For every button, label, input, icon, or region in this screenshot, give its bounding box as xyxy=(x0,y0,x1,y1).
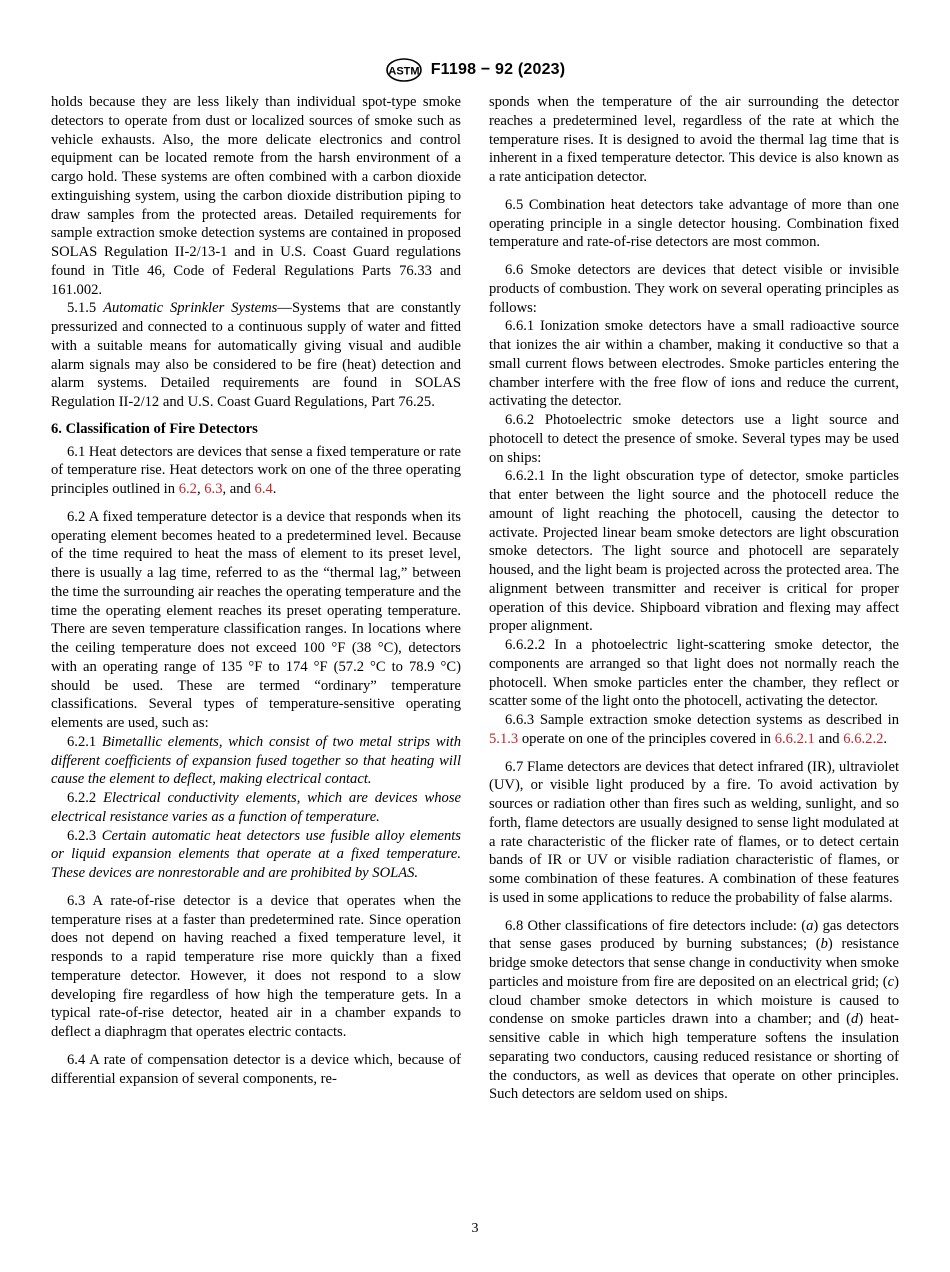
section-title: Automatic Sprinkler Systems xyxy=(103,300,278,317)
paragraph-continuation: holds because they are less likely than individual spot-type smoke detectors to operate from dust or localized sources of smoke such as vehicle exhausts. Also, the more delicate electronics and control equipment can be located remote from the harsh environment of a cargo hold. These systems are often combined with a carbon dioxide extinguishing system, using the carbon dioxide distribution piping to draw samples from the protected areas. Detailed requirements for sample extraction smoke detection systems are contained in proposed SOLAS Regulation II-2/13-1 and in U.S. Coast Guard regulations found in Title 46, Code of Federal Regulations Parts 76.33 and 161.002. xyxy=(51,94,461,298)
list-letter: d xyxy=(851,1011,859,1028)
section-6-6-2-1: 6.6.2.1 In the light obscuration type of detector, smoke particles that enter between the light source and the photocell reduce the amount of light reaching the photocell, causing the detector to activate. Projected linear beam smoke detectors are light obscuration smoke detectors. The light source and photocell are separately housed, and the light beam is projected across the protected area. The alignment between transmitter and receiver is critical for proper operation of this device. Shipboard vibration and flexing may affect proper alignment. xyxy=(489,468,899,635)
section-5-1-5 xyxy=(51,299,461,412)
section-6-6-1: 6.6.1 Ionization smoke detectors have a small radioactive source that ionizes the air within a chamber, making it conductive so that a small current flows between electrodes. Smoke particles entering the chamber interfere with the free flow of ions and reduce the current, activating the detector. xyxy=(489,318,899,410)
section-text: 6.8 Other classifications of fire detectors include: ( xyxy=(505,917,807,934)
section-6-6-2-2: 6.6.2.2 In a photoelectric light-scattering smoke detector, the components are arranged so that light does not normally reach the photocell. When smoke particles enter the chamber, they reflect or scatter some of the light onto the photocell, activating the detector. xyxy=(489,637,899,710)
list-letter: a xyxy=(806,917,814,934)
separator: , xyxy=(196,481,201,497)
svg-text:ASTM: ASTM xyxy=(388,65,420,78)
list-letter: c xyxy=(887,973,895,990)
section-number: 5.1.5 xyxy=(67,300,97,317)
ref-link-6-2[interactable]: 6.2 xyxy=(178,481,197,497)
section-6-2: 6.2 A fixed temperature detector is a device that responds when its operating element becomes heated to a predetermined level. Because of the time required to heat the mass of element to its preset level, there is usually a lag time, referred to as the “thermal lag,” between the time the surrounding air reaches the operating temperature and the time the operating element reaches its preset operating temperature. There are seven temperature classification ranges. In locations where the ceiling temperature does not exceed 100 °F (38 °C), detectors with an operating range of 135 °F to 174 °F (57.2 °C to 78.9 °C) should be used. These are termed “ordinary” temperature classifications. Several types of temperature-sensitive operating elements are used, such as: xyxy=(51,508,461,731)
separator: , and xyxy=(222,481,251,497)
document-designation: F1198 − 92 (2023) xyxy=(430,61,566,78)
section-6-4: 6.4 A rate of compensation detector is a device which, because of differential expansion of several components, re- xyxy=(51,1051,461,1087)
section-6-5: 6.5 Combination heat detectors take advantage of more than one operating principle in a single detector housing. Combination fixed temperature and rate-of-rise detectors are most common. xyxy=(489,196,899,251)
section-6-2-2 xyxy=(51,789,461,827)
section-text: ) heat-sensitive cable in which high temperature softens the insulation separating two conductors, causing reduced resistance or shorting of the conductors, as well as devices that operate on other principles. Such detectors are seldom used on ships. xyxy=(489,1011,899,1103)
section-6-heading: 6. Classification of Fire Detectors xyxy=(51,420,258,437)
section-text: —Systems that are constantly pressurized and connected to a continuous supply of water and fitted with a suitable means for automatically giving visual and audible alarm signals may also be considered to be fire (heat) detection and alarm systems. Detailed requirements are found in SOLAS Regulation II-2/12 and U.S. Coast Guard Regulations, Part 76.25. xyxy=(51,300,461,410)
ref-link-6-4[interactable]: 6.4 xyxy=(254,481,273,497)
section-text: ) gas detectors that sense gases produced by burning substances; ( xyxy=(489,917,899,953)
paragraph-continuation: sponds when the temperature of the air surrounding the detector reaches a predetermined level, regardless of the rate at which the temperature rises. It is designed to avoid the thermal lag time that is inherent in a fixed temperature detector. This device is also known as a rate anticipation detector. xyxy=(489,94,899,185)
section-6-2-1 xyxy=(51,733,461,789)
section-text: Certain automatic heat detectors use fusible alloy elements or liquid expansion elements that operate at a fixed temperature. These devices are nonrestorable and are prohibited by SOLAS. xyxy=(51,827,461,881)
page-header xyxy=(0,58,950,82)
section-text: ) resistance bridge smoke detectors that sense change in conductivity when smoke particles and moisture from fire are deposited on an electrical grid; ( xyxy=(489,936,899,990)
section-6-2-3 xyxy=(51,827,461,883)
section-number: 6.2.1 xyxy=(67,733,97,750)
section-6-6-2: 6.6.2 Photoelectric smoke detectors use a light source and photocell to detect the presence of smoke. Several types may be used on ships: xyxy=(489,412,899,466)
list-letter: b xyxy=(820,936,828,953)
section-6-6: 6.6 Smoke detectors are devices that detect visible or invisible products of combustion. They work on several operating principles as follows: xyxy=(489,262,899,316)
ref-link-6-6-2-1[interactable]: 6.6.2.1 xyxy=(774,730,815,747)
section-text: 6.1 Heat detectors are devices that sense a fixed temperature or rate of temperature rise. Heat detectors work on one of the three operating principles outlined in xyxy=(51,443,461,497)
page-number: 3 xyxy=(471,1221,479,1236)
section-text: 6.6.3 Sample extraction smoke detection systems as described in xyxy=(505,712,899,728)
ref-link-5-1-3[interactable]: 5.1.3 xyxy=(489,730,519,747)
section-6-8 xyxy=(489,917,899,1105)
astm-logo-icon xyxy=(385,58,423,82)
conjunction: and xyxy=(818,730,840,747)
section-6-3: 6.3 A rate-of-rise detector is a device that operates when the temperature rises at a faster than predetermined rate. Since operation does not depend on having reached a fixed temperature level, it responds to a rapid temperature rise more quickly than a fixed temperature detector. However, it does not respond to a slow developing fire regardless of how high the temperature gets. In a typical rate-of-rise detector, heated air in a chamber expands to deflect a diaphragm that operates electric contacts. xyxy=(51,892,461,1040)
section-text: operate on one of the principles covered in xyxy=(521,730,772,747)
section-number: 6.2.3 xyxy=(67,827,97,844)
section-text: Electrical conductivity elements, which are devices whose electrical resistance varies as a function of temperature. xyxy=(51,790,461,825)
section-6-7: 6.7 Flame detectors are devices that detect infrared (IR), ultraviolet (UV), or visible light produced by a fire. To avoid activation by sources or radiation other than fires such as welding, sunlight, and so forth, flame detectors are usually designed to sense light modulated at a rate characteristic of the flicker rate of flames, or to detect certain bands of IR or UV or visible radiation characteristic of flames, or some combination of these features. A combination of these features is used in some applications to reduce the probability of false alarms. xyxy=(489,758,899,906)
section-6-6-3 xyxy=(489,711,899,749)
section-text: Bimetallic elements, which consist of two metal strips with different coefficients of expansion fused together so that heating will cause the element to deflect, making electrical contact. xyxy=(51,733,461,788)
period: . xyxy=(272,481,277,497)
right-column xyxy=(489,93,899,1104)
left-column xyxy=(51,93,461,1088)
section-text: ) cloud chamber smoke detectors in which moisture is caused to condense on smoke particles drawn into a chamber; and ( xyxy=(489,973,899,1028)
period: . xyxy=(883,730,888,747)
section-6-1 xyxy=(51,443,461,499)
ref-link-6-3[interactable]: 6.3 xyxy=(204,481,223,497)
section-number: 6.2.2 xyxy=(67,790,97,806)
ref-link-6-6-2-2[interactable]: 6.6.2.2 xyxy=(843,730,884,747)
